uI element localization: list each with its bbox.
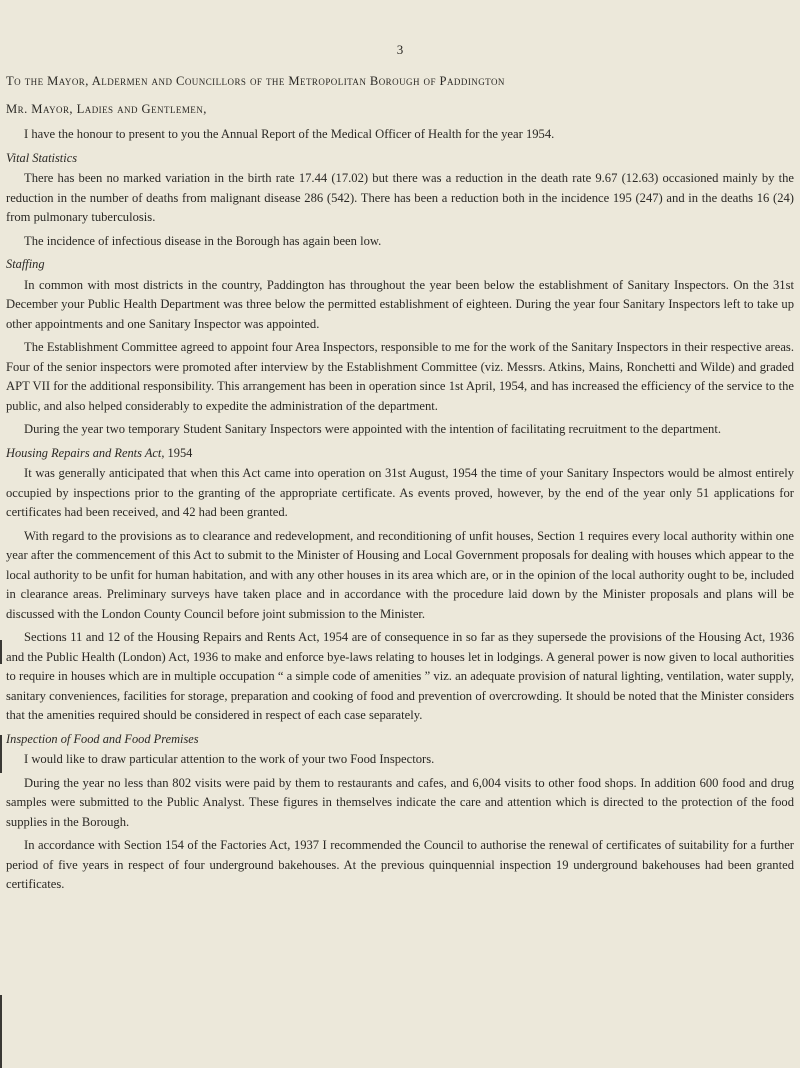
section-heading-vital-statistics: Vital Statistics <box>6 150 78 165</box>
paragraph: Sections 11 and 12 of the Housing Repairs and Rents Act, 1954 are of consequence in so far as they supersede the provisions of the Housing Act, 1936 and the Public Health (London) Act, 1936 to make and enforce bye-laws relating to houses let in lodgings. A general power is now given to local authorities to require in houses which are in multiple occupation “ a simple code of amenities ” viz. an adequate provision of natural lighting, ventilation, water supply, sanitary conveniences, facilities for storage, preparation and cooking of food and prevention of overcrowding. It should be noted that the Minister considers that the amenities required should be considered in respect of each case separately. <box>6 630 794 722</box>
paragraph: The Establishment Committee agreed to appoint four Area Inspectors, responsible to me for the work of the Sanitary Inspectors in their respective areas. Four of the senior inspectors were promoted after interview by the Establishment Committee (viz. Messrs. Atkins, Mains, Ronchetti and Wilde) and graded APT VII for the additional responsibility. This arrangement has been in operation since 1st April, 1954, and has increased the efficiency of the service to the public, and also helped considerably to expedite the administration of the department. <box>6 340 794 413</box>
intro-paragraph: I have the honour to present to you the Annual Report of the Medical Officer of Health for the year 1954. <box>24 127 555 141</box>
section-food <box>6 730 794 895</box>
salutation: Mr. Mayor, Ladies and Gentlemen, <box>6 101 207 116</box>
paragraph: It was generally anticipated that when this Act came into operation on 31st August, 1954 the time of your Sanitary Inspectors would be almost entirely occupied by inspections prior to the granting of the appropriate certificate. As events proved, however, by the end of the year only 51 applications for certificates had been received, and 42 had been granted. <box>6 466 794 519</box>
scan-edge-mark <box>0 735 2 773</box>
scan-edge-mark <box>0 640 2 664</box>
address-line: To the Mayor, Aldermen and Councillors of the Metropolitan Borough of Paddington <box>6 74 505 88</box>
paragraph: With regard to the provisions as to clearance and redevelopment, and reconditioning of unfit houses, Section 1 requires every local authority within one year after the commencement of this Act to submit to the Minister of Housing and Local Government proposals for dealing with houses which appear to the local authority to be unfit for human habitation, and with any other houses in its area which are, or in the opinion of the local authority ought to be, included in clearance areas. Preliminary surveys have taken place and in accordance with the procedure laid down by the Minister proposals and plans will be discussed with the London County Council before joint submission to the Minister. <box>6 528 794 621</box>
housing-heading-text: Housing Repairs and Rents Act, <box>6 445 165 460</box>
section-heading-staffing: Staffing <box>6 257 45 271</box>
scan-edge-mark <box>0 995 2 1068</box>
section-vital-statistics <box>6 149 794 252</box>
page-number: 3 <box>396 42 404 57</box>
paragraph: In common with most districts in the country, Paddington has throughout the year been below the establishment of Sanitary Inspectors. On the 31st December your Public Health Department was three below the permitted establishment of eighteen. During the year four Sanitary Inspectors left to take up other appointments and one Sanitary Inspector was appointed. <box>6 277 794 331</box>
report-body <box>6 72 794 899</box>
paragraph: There has been no marked variation in the birth rate 17.44 (17.02) but there was a reduction in the death rate 9.67 (12.63) occasioned mainly by the reduction in the number of deaths from malignant disease 286 (542). There has been a reduction both in the incidence 195 (247) and in the deaths 16 (24) from pulmonary tuberculosis. <box>6 171 794 224</box>
section-heading-housing <box>6 444 794 464</box>
paragraph: In accordance with Section 154 of the Factories Act, 1937 I recommended the Council to authorise the renewal of certificates of suitability for a further period of five years in respect of four underground bakehouses. At the previous quinquennial inspection 19 underground bakehouses had been granted certificates. <box>6 838 794 891</box>
section-heading-food: Inspection of Food and Food Premises <box>6 731 199 746</box>
housing-heading-year: 1954 <box>167 445 193 460</box>
section-housing <box>6 444 794 726</box>
paragraph: During the year no less than 802 visits were paid by them to restaurants and cafes, and 6,004 visits to other food shops. In addition 600 food and drug samples were submitted to the Public Analyst. These figures in themselves indicate the care and attention which is directed to the protection of the food supplies in the Borough. <box>6 775 794 829</box>
section-staffing <box>6 255 794 440</box>
paragraph: The incidence of infectious disease in the Borough has again been low. <box>24 233 382 248</box>
paragraph: I would like to draw particular attention to the work of your two Food Inspectors. <box>24 752 435 766</box>
paragraph: During the year two temporary Student Sanitary Inspectors were appointed with the intention of facilitating recruitment to the department. <box>24 422 721 436</box>
